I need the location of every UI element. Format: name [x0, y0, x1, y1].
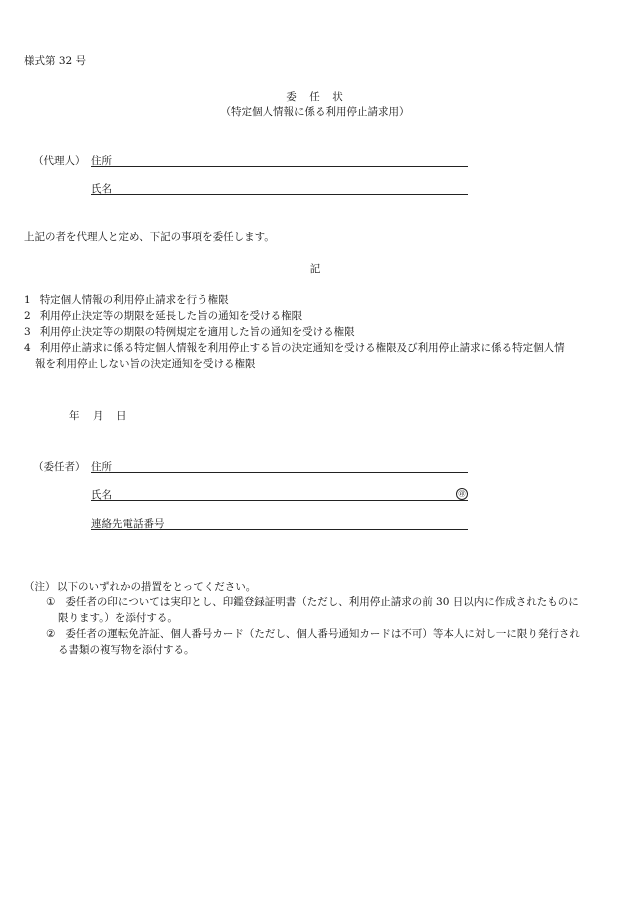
date-month: 月	[93, 410, 104, 422]
principal-address-field[interactable]	[91, 472, 468, 473]
list-item	[24, 341, 565, 356]
agent-label: （代理人）	[33, 155, 86, 167]
item-text-continued: 報を利用停止しない旨の決定通知を受ける権限	[35, 358, 256, 370]
note-text-continued: 限ります。）を添付する。	[58, 612, 178, 624]
principal-name-field[interactable]	[91, 500, 468, 501]
note-mark: ②	[46, 628, 56, 640]
item-text: 特定個人情報の利用停止請求を行う権限	[39, 294, 229, 306]
note-text: 委任者の運転免許証、個人番号カード（ただし、個人番号通知カードは不可）等本人に対し一に限り発行され	[65, 628, 580, 640]
page-subtitle: （特定個人情報に係る利用停止請求用）	[220, 106, 410, 118]
item-number: 4	[24, 342, 31, 354]
notes-label: （注）	[24, 581, 56, 593]
principal-name-label: 氏名	[91, 489, 112, 501]
agent-address-field[interactable]	[91, 166, 468, 167]
page-title: 委 任 状	[286, 91, 344, 103]
item-text: 利用停止決定等の期限の特例規定を適用した旨の通知を受ける権限	[39, 326, 355, 338]
agent-name-label: 氏名	[91, 183, 112, 195]
note-text-continued: る書類の複写物を添付する。	[58, 644, 195, 656]
seal-mark-icon: ㊞	[456, 488, 468, 500]
item-text: 利用停止請求に係る特定個人情報を利用停止する旨の決定通知を受ける権限及び利用停止請求に係る特定個人情	[39, 342, 565, 354]
intro-text: 上記の者を代理人と定め、下記の事項を委任します。	[24, 231, 275, 243]
date-year: 年	[69, 410, 80, 422]
item-text: 利用停止決定等の期限を延長した旨の通知を受ける権限	[39, 310, 303, 322]
note-mark: ①	[46, 596, 56, 608]
agent-name-field[interactable]	[91, 194, 468, 195]
note-item	[46, 595, 579, 610]
list-item	[24, 309, 302, 324]
note-text: 委任者の印については実印とし、印鑑登録証明書（ただし、利用停止請求の前 30 日以内に作成されたものに	[65, 596, 579, 608]
notes-lead: 以下のいずれかの措置をとってください。	[57, 581, 257, 593]
ki-heading: 記	[309, 263, 321, 275]
note-item	[46, 627, 580, 642]
principal-address-label: 住所	[91, 461, 112, 473]
list-item	[24, 325, 355, 340]
agent-address-label: 住所	[91, 155, 112, 167]
date-day: 日	[116, 410, 127, 422]
list-item	[24, 293, 229, 308]
form-number: 様式第 32 号	[24, 55, 87, 67]
item-number: 3	[24, 326, 31, 338]
item-number: 2	[24, 310, 31, 322]
principal-phone-field[interactable]	[91, 529, 468, 530]
principal-phone-label: 連絡先電話番号	[91, 518, 165, 530]
principal-label: （委任者）	[33, 461, 86, 473]
item-number: 1	[24, 294, 31, 306]
